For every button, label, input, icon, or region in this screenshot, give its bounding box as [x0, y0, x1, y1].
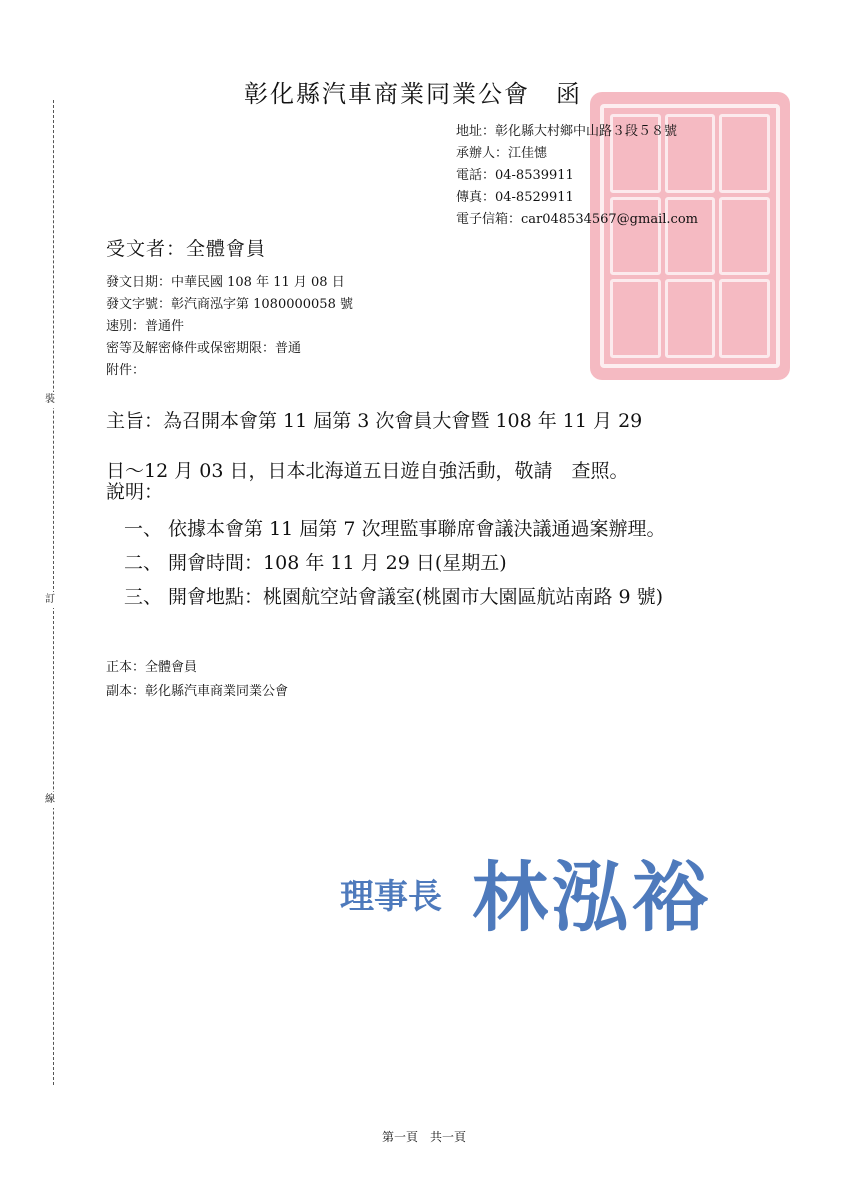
binding-mark-ding: 訂: [45, 592, 55, 608]
secrecy-level: 密等及解密條件或保密期限：普通: [106, 341, 302, 356]
attachment: 附件：: [106, 363, 146, 378]
chairman-signature-stamp: [330, 842, 750, 946]
binding-mark-zhuang: 裝: [45, 392, 55, 408]
explanation-list: [124, 512, 665, 614]
contact-handler: 承辦人：江佳憓: [456, 146, 548, 161]
delivery-speed: 速別：普通件: [106, 319, 185, 334]
issue-date: 發文日期：中華民國 108 年 11 月 08 日: [106, 275, 345, 290]
original-recipient: 正本：全體會員: [106, 660, 198, 675]
letter-title: [244, 74, 582, 109]
contact-block: [456, 121, 698, 231]
contact-fax: 傳真：04-8529911: [456, 190, 574, 205]
contact-email: 電子信箱：car048534567@gmail.com: [456, 212, 698, 227]
explanation-label: 說明：: [106, 481, 164, 503]
chairman-name: 林泓裕: [472, 853, 712, 942]
subject-line-2: 日～12 月 03 日，日本北海道五日遊自強活動，敬請 查照。: [106, 460, 629, 482]
binding-mark-xian: 線: [45, 792, 55, 808]
document-meta: [106, 272, 353, 382]
document-number: 發文字號：彰汽商泓字第 1080000058 號: [106, 297, 353, 312]
page-footer: 第一頁 共一頁: [382, 1130, 467, 1144]
explanation-item-3: 三、 開會地點：桃園航空站會議室(桃園市大園區航站南路 9 號): [124, 586, 664, 608]
chairman-title: 理事長: [340, 877, 442, 917]
contact-phone: 電話：04-8539911: [456, 168, 574, 183]
distribution: [106, 656, 288, 704]
subject: [106, 396, 746, 496]
subject-line-1: 主旨：為召開本會第 11 屆第 3 次會員大會暨 108 年 11 月 29: [106, 410, 643, 432]
explanation-item-1: 一、 依據本會第 11 屆第 7 次理監事聯席會議決議通過案辦理。: [124, 518, 666, 540]
copy-recipient: 副本：彰化縣汽車商業同業公會: [106, 684, 289, 699]
organization-name: 彰化縣汽車商業同業公會: [244, 80, 530, 108]
recipient: 受文者：全體會員: [106, 238, 267, 260]
contact-address: 地址：彰化縣大村鄉中山路３段５８號: [456, 124, 678, 139]
explanation-item-2: 二、 開會時間：108 年 11 月 29 日(星期五): [124, 552, 507, 574]
document-type: 函: [556, 80, 582, 108]
